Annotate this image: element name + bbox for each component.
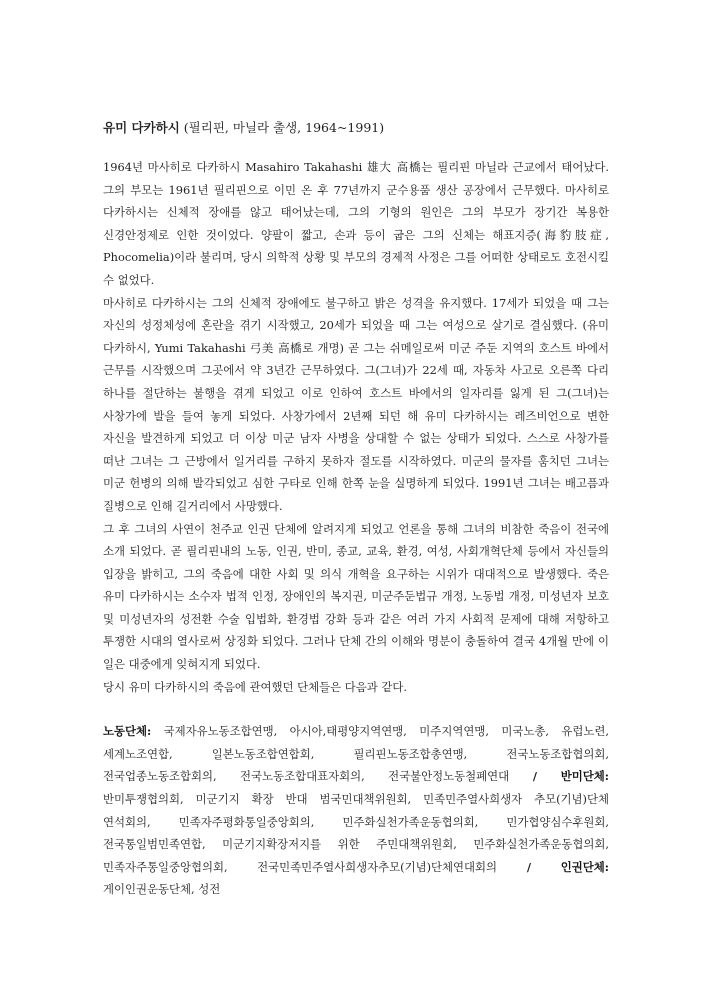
- labor-orgs: 국제자유노동조합연맹, 아시아,태평양지역연맹, 미주지역연맹, 미국노총, 유럽노련, 세계노조연합, 일본노동조합연합회, 필리핀노동조합총연맹, 전국노동조합협의회, 전국업종노동조합회의, 전국노동조합대표자회의, 전국불안정노동철폐연대: [103, 724, 609, 784]
- organization-list: [103, 720, 609, 901]
- separator: /: [497, 859, 561, 874]
- document-page: [103, 118, 609, 901]
- anti-us-label: 반미단체:: [560, 769, 609, 784]
- document-heading: [103, 118, 609, 138]
- paragraph-birth: 1964년 마사히로 다카하시 Masahiro Takahashi 雄大 高橋는 필리핀 마닐라 근교에서 태어났다. 그의 부모는 1961년 필리핀으로 이민 온 후 77년까지 군수용품 생산 공장에서 근무했다. 마사히로 다카하시는 신체적 장애를 않고 태어났는데, 그의 기형의 원인은 그의 부모가 장기간 복용한 신경안정제로 인한 것이었다. 양팔이 짧고, 손과 등이 굽은 그의 신체는 해표지증(海豹肢症, Phocomelia)이라 불리며, 당시 의학적 상황 및 부모의 경제적 사정은 그를 어떠한 상태로도 호전시킬 수 없었다.: [103, 160, 609, 287]
- paragraph-aftermath: 그 후 그녀의 사연이 천주교 인권 단체에 알려지게 되었고 언론을 통해 그녀의 비참한 죽음이 전국에 소개 되었다. 곧 필리핀내의 노동, 인권, 반미, 종교, 교육, 환경, 여성, 사회개혁단체 등에서 자신들의 입장을 밝히고, 그의 죽음에 대한 사회 및 의식 개혁을 요구하는 시위가 대대적으로 발생했다. 죽은 유미 다카하시는 소수자 법적 인정, 장애인의 복지권, 미군주둔법규 개정, 노동법 개정, 미성년자 보호 및 미성년자의 성전환 수술 입법화, 환경법 강화 등과 같은 여러 가지 사회적 문제에 대해 저항하고 투쟁한 시대의 열사로써 상징화 되었다. 그러나 단체 간의 이해와 명분이 충돌하여 결국 4개월 만에 이 일은 대중에게 잊혀지게 되었다.: [103, 521, 609, 672]
- subject-origin: (필리핀, 마닐라 출생, 1964~1991): [179, 120, 385, 135]
- separator: /: [509, 769, 561, 784]
- human-rights-orgs: 게이인권운동단체, 성전: [103, 882, 221, 897]
- labor-label: 노동단체:: [103, 724, 152, 739]
- subject-name: 유미 다카하시: [103, 120, 180, 135]
- human-rights-label: 인권단체:: [560, 859, 609, 874]
- spacer: [103, 698, 609, 720]
- paragraph-org-intro: 당시 유미 다카하시의 죽음에 관여했던 단체들은 다음과 같다.: [103, 679, 408, 694]
- paragraph-life: 마사히로 다카하시는 그의 신체적 장애에도 불구하고 밝은 성격을 유지했다. 17세가 되었을 때 그는 자신의 성정체성에 혼란을 겪기 시작했고, 20세가 되었을 때 그는 여성으로 살기로 결심했다. (유미 다카하시, Yumi Takahashi 弓美 高橋로 개명) 곧 그는 쉬메일로써 미군 주둔 지역의 호스트 바에서 근무를 시작했으며 그곳에서 약 3년간 근무하였다. 그(그녀)가 22세 때, 자동차 사고로 오른쪽 다리 하나를 절단하는 불행을 겪게 되었고 이로 인하여 호스트 바에서의 일자리를 잃게 된 그(그녀)는 사창가에 발을 들여 놓게 되었다. 사창가에서 2년째 되던 해 유미 다카하시는 레즈비언으로 변한 자신을 발견하게 되었고 더 이상 미군 남자 사병을 상대할 수 없는 상태가 되었다. 스스로 사창가를 떠난 그녀는 그 근방에서 일거리를 구하지 못하자 절도를 시작하였다. 미군의 물자를 훔치던 그녀는 미군 헌병의 의해 발각되었고 심한 구타로 인해 한쪽 눈을 실명하게 되었다. 1991년 그녀는 배고픔과 질병으로 인해 길거리에서 사망했다.: [103, 295, 609, 513]
- anti-us-orgs: 반미투쟁협의회, 미군기지 확장 반대 범국민대책위원회, 민족민주열사희생자 추모(기념)단체 연석회의, 민족자주평화통일중앙회의, 민주화실천가족운동협의회, 민가협양심수후원회, 전국통일범민족연합, 미군기지확장저지를 위한 주민대책위원회, 민주화실천가족운동협의회, 민족자주통일중앙협의회, 전국민족민주열사희생자추모(기념)단체연대회의: [103, 792, 609, 874]
